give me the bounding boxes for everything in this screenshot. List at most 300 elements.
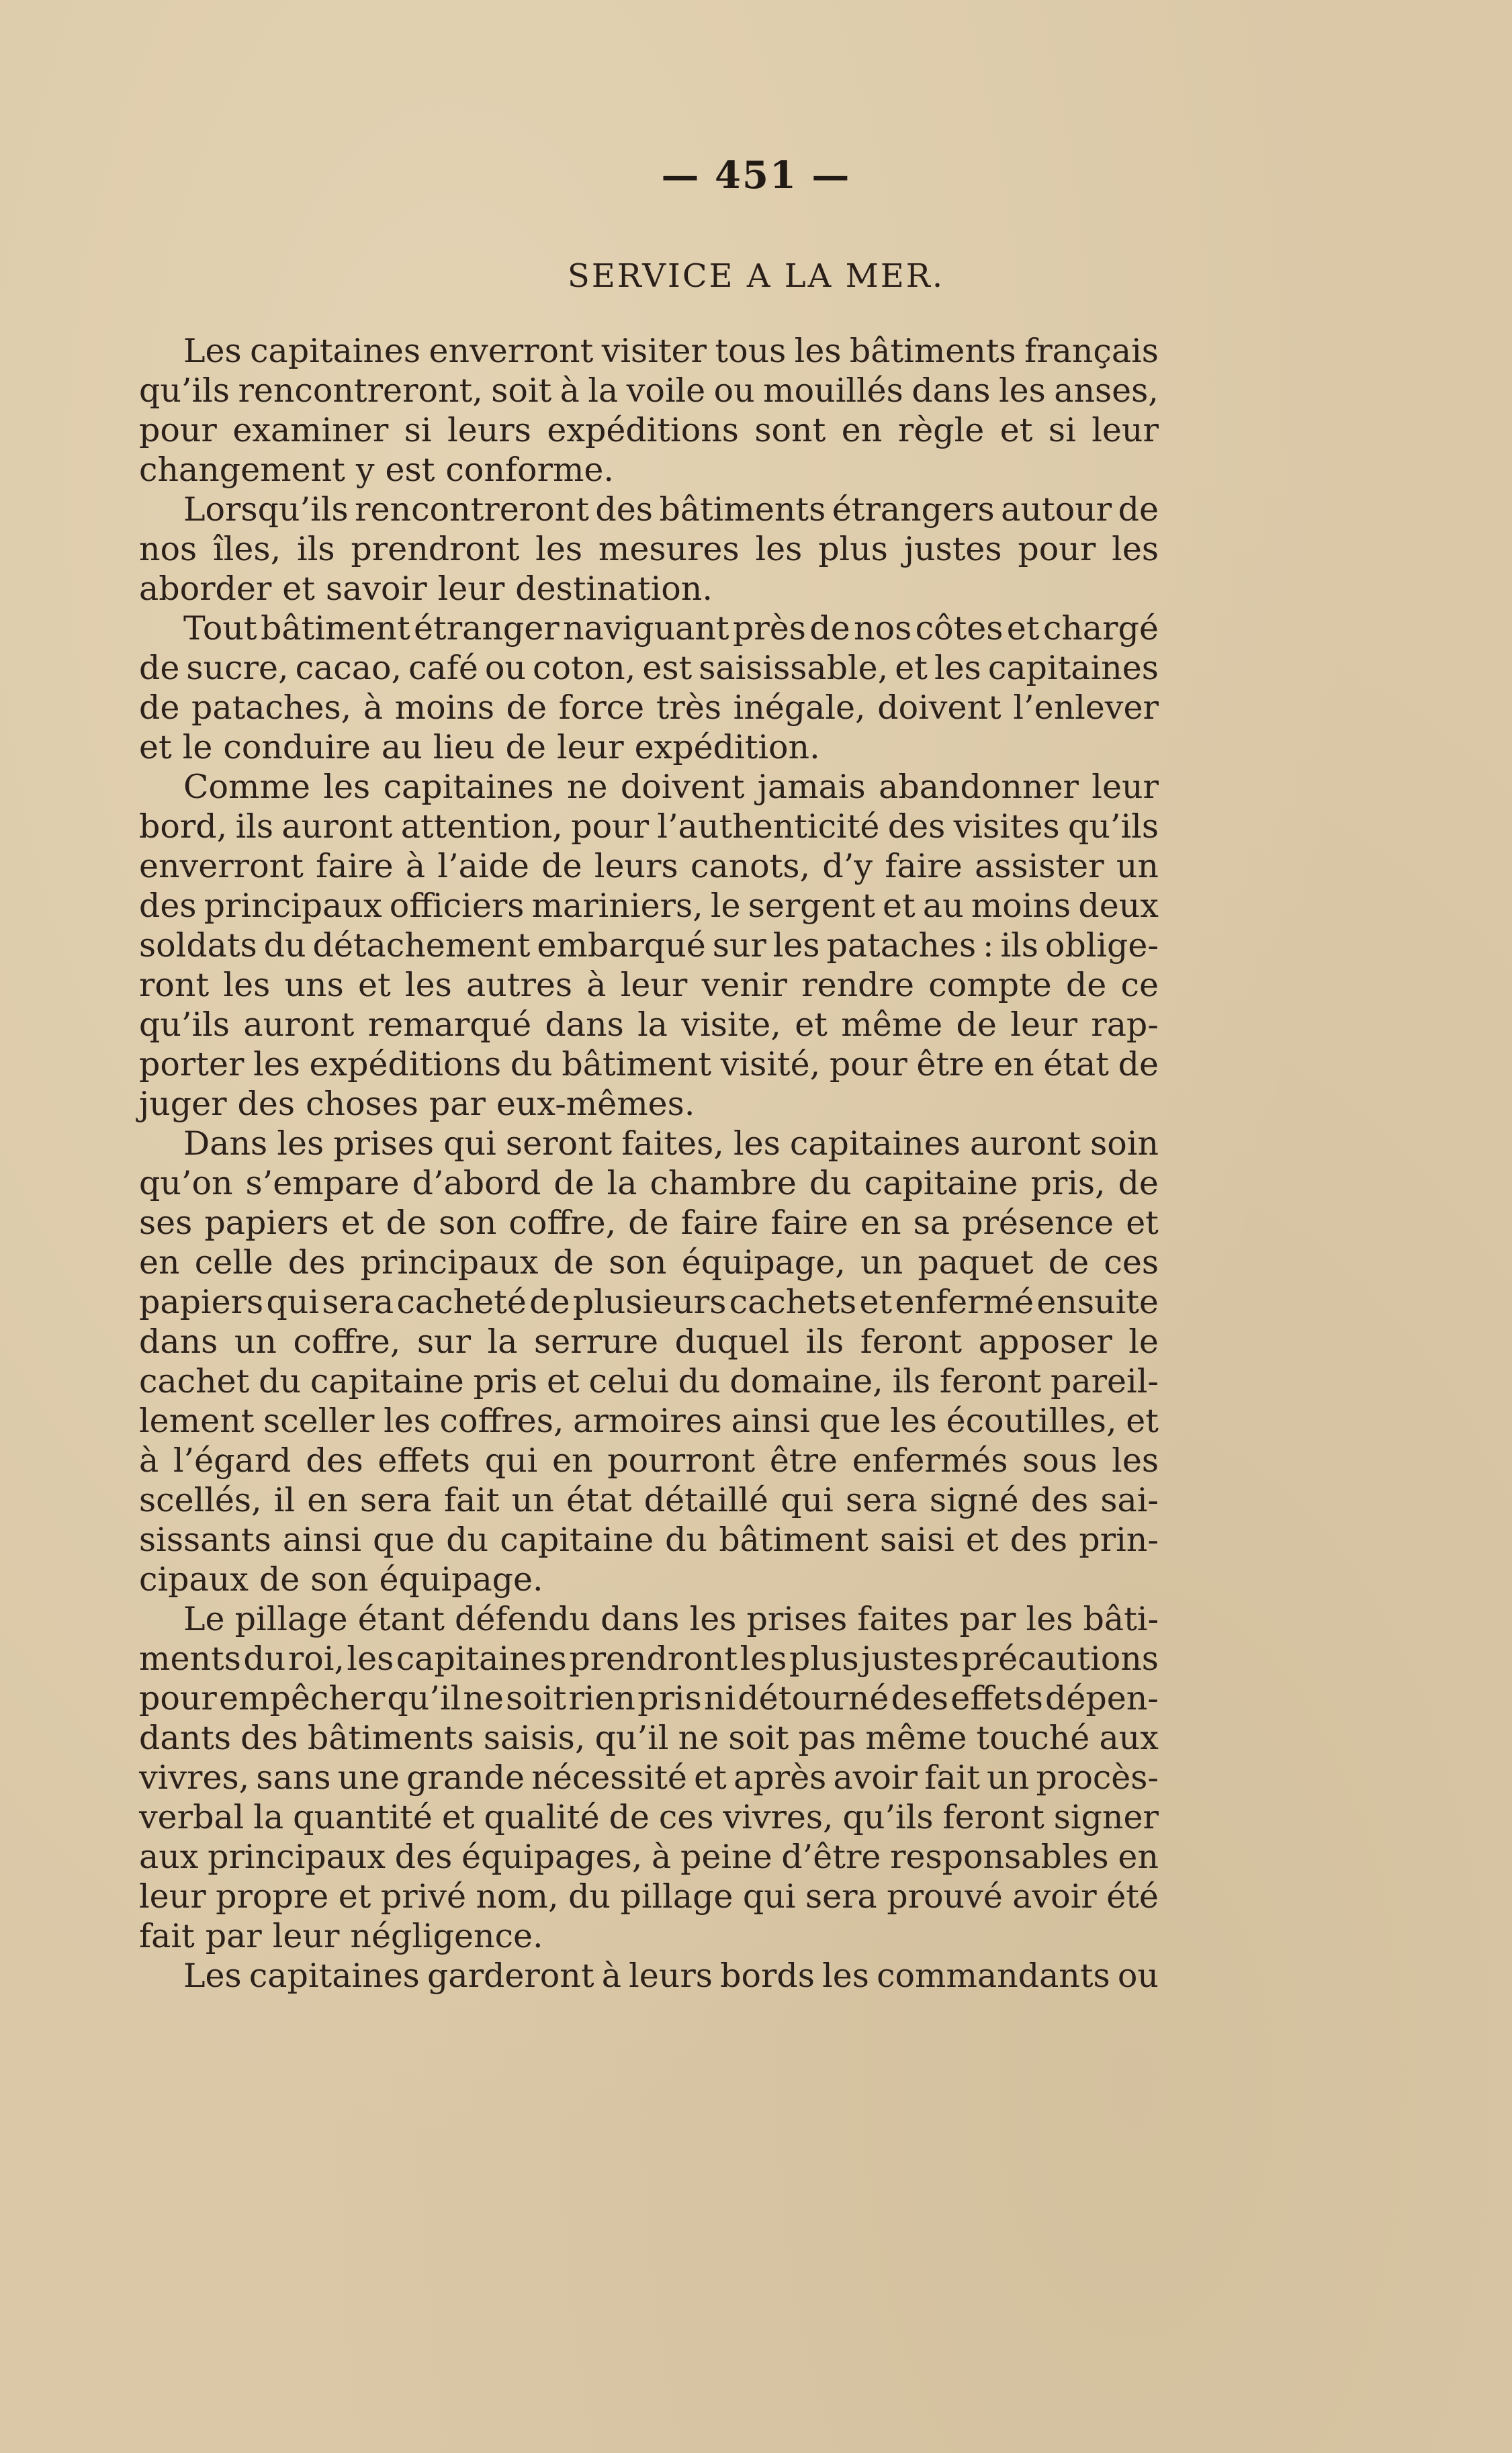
word: rien xyxy=(568,1679,635,1718)
word: : xyxy=(983,926,994,965)
word: avoir xyxy=(833,1758,918,1797)
word: privé xyxy=(380,1877,467,1916)
word: moins xyxy=(394,688,494,727)
word: par xyxy=(959,1600,1016,1638)
word: écoutilles, xyxy=(946,1402,1117,1440)
word: et xyxy=(1126,1204,1159,1242)
word: ce xyxy=(1120,966,1159,1004)
word: aux xyxy=(139,1838,199,1876)
text-line xyxy=(139,1163,1159,1203)
word: de xyxy=(541,847,582,885)
word: savoir xyxy=(326,570,427,608)
word: à xyxy=(586,966,607,1004)
word: les xyxy=(253,1045,300,1083)
word: des xyxy=(887,807,946,846)
word: les xyxy=(384,1402,431,1440)
word: ses xyxy=(139,1204,193,1242)
word: Tout xyxy=(183,609,257,648)
word: scellés, xyxy=(139,1481,262,1519)
word: touché xyxy=(976,1719,1090,1757)
word: lieu xyxy=(433,728,495,766)
word: saisissable, xyxy=(699,649,889,687)
word: pour xyxy=(139,1679,217,1718)
text-line xyxy=(139,1639,1159,1679)
word: et xyxy=(338,1877,371,1916)
word: vivres, xyxy=(723,1798,834,1836)
word: expéditions xyxy=(309,1045,502,1083)
word: et xyxy=(357,966,391,1004)
word: le xyxy=(710,887,741,925)
word: principaux xyxy=(360,1243,539,1282)
word: à xyxy=(560,371,580,410)
word: plus xyxy=(789,1640,859,1678)
word: armoires xyxy=(573,1402,722,1440)
word: seront xyxy=(505,1124,613,1163)
text-line xyxy=(139,371,1159,410)
word: Les xyxy=(183,1957,242,1995)
word: Les xyxy=(183,332,242,370)
word: qui xyxy=(742,1877,796,1916)
word: sergent xyxy=(748,887,875,925)
word: les xyxy=(1026,1600,1073,1638)
word: changement xyxy=(139,451,345,489)
word: sans xyxy=(256,1758,331,1797)
text-line xyxy=(139,490,1159,529)
word: capitaines xyxy=(396,1640,567,1678)
word: et xyxy=(546,1362,580,1400)
word: de xyxy=(139,688,180,727)
word: capitaines xyxy=(987,649,1159,687)
word: la xyxy=(487,1323,518,1361)
word: les xyxy=(934,649,981,687)
word: bords xyxy=(720,1957,815,1995)
word: prendront xyxy=(569,1640,738,1678)
word: rencontreront xyxy=(355,490,589,529)
word: jamais xyxy=(757,768,866,806)
word: paquet xyxy=(918,1243,1034,1282)
word: détaillé xyxy=(643,1481,769,1519)
word: du xyxy=(446,1521,489,1559)
word: pour xyxy=(1018,530,1096,568)
word: son xyxy=(609,1243,667,1282)
word: de xyxy=(809,609,850,648)
word: la xyxy=(588,371,619,410)
word: et xyxy=(1126,1402,1159,1440)
word: d’abord xyxy=(412,1164,541,1202)
word: un xyxy=(860,1243,903,1282)
word: leur xyxy=(1092,411,1159,449)
word: ils xyxy=(235,807,274,846)
word: équipage. xyxy=(379,1560,543,1599)
word: les xyxy=(822,1957,869,1995)
word: son xyxy=(310,1560,369,1599)
word: justes xyxy=(861,1640,959,1678)
word: mariniers, xyxy=(531,887,703,925)
word: de xyxy=(529,1283,570,1321)
word: les xyxy=(740,1640,787,1678)
word: signé xyxy=(929,1481,1019,1519)
text-line xyxy=(139,926,1159,965)
word: règle xyxy=(897,411,985,449)
word: cachets xyxy=(729,1283,857,1321)
word: fait xyxy=(139,1917,195,1955)
word: même xyxy=(841,1006,943,1044)
text-line xyxy=(139,1124,1159,1163)
word: coffre, xyxy=(293,1323,401,1361)
word: capitaines xyxy=(249,1957,420,1995)
word: ensuite xyxy=(1036,1283,1159,1321)
word: du xyxy=(568,1877,611,1916)
word: par xyxy=(205,1917,262,1955)
word: rencontreront, xyxy=(238,371,483,410)
word: un xyxy=(987,1758,1030,1797)
word: un xyxy=(1116,847,1159,885)
word: des xyxy=(240,1719,298,1757)
word: de xyxy=(139,649,180,687)
word: être xyxy=(916,1045,985,1083)
word: qu’on xyxy=(139,1164,233,1202)
word: officiers xyxy=(389,887,525,925)
word: précautions xyxy=(961,1640,1159,1678)
word: français xyxy=(1024,332,1159,370)
word: bâti- xyxy=(1083,1600,1159,1638)
word: sceller xyxy=(263,1402,375,1440)
word: nom, xyxy=(476,1877,559,1916)
word: si xyxy=(1048,411,1076,449)
word: ront xyxy=(139,966,210,1004)
word: du xyxy=(263,926,306,965)
word: en xyxy=(307,1481,348,1519)
word: pillage xyxy=(234,1600,348,1638)
word: des xyxy=(287,1243,346,1282)
word: de xyxy=(553,1164,594,1202)
word: les xyxy=(890,1402,937,1440)
word: mesures xyxy=(598,530,740,568)
word: des xyxy=(1030,1481,1089,1519)
word: de xyxy=(609,1798,650,1836)
word: signer xyxy=(1053,1798,1159,1836)
word: sur xyxy=(712,926,766,965)
word: leur xyxy=(620,966,688,1004)
word: de xyxy=(553,1243,594,1282)
word: de xyxy=(259,1560,300,1599)
word: et xyxy=(999,411,1033,449)
text-line xyxy=(139,1401,1159,1441)
word: auront xyxy=(243,1006,355,1044)
word: être xyxy=(769,1441,838,1480)
word: et xyxy=(282,570,315,608)
word: anses, xyxy=(1054,371,1159,410)
word: ne xyxy=(566,768,608,806)
word: nos xyxy=(139,530,197,568)
word: dans xyxy=(911,371,991,410)
word: auront xyxy=(970,1124,1081,1163)
word: enverront xyxy=(429,332,594,370)
word: et xyxy=(895,649,928,687)
word: leurs xyxy=(447,411,531,449)
word: prendront xyxy=(351,530,520,568)
word: la xyxy=(637,1006,668,1044)
word: doivent xyxy=(877,688,1002,727)
word: qui xyxy=(443,1124,496,1163)
word: fait xyxy=(924,1758,980,1797)
word: été xyxy=(1106,1877,1159,1916)
text-line xyxy=(139,688,1159,727)
text-line xyxy=(139,727,1159,767)
word: et xyxy=(139,728,172,766)
text-line xyxy=(139,807,1159,846)
word: dans xyxy=(545,1006,624,1044)
word: papiers xyxy=(204,1204,329,1242)
word: la xyxy=(253,1798,284,1836)
word: et xyxy=(441,1798,475,1836)
word: étrangers xyxy=(832,490,995,529)
word: saisis, xyxy=(483,1719,586,1757)
word: d’y xyxy=(822,847,873,885)
section-title: SERVICE A LA MER. xyxy=(567,257,945,295)
word: capitaines xyxy=(383,768,554,806)
word: à xyxy=(652,1838,672,1876)
word: pour xyxy=(829,1045,907,1083)
word: justes xyxy=(903,530,1002,568)
word: les xyxy=(733,1124,781,1163)
word: d’être xyxy=(781,1838,881,1876)
word: la xyxy=(607,1164,637,1202)
word: leur xyxy=(1092,768,1159,806)
word: plus xyxy=(818,530,888,568)
word: un xyxy=(511,1481,554,1519)
word: étant xyxy=(357,1600,445,1638)
text-line xyxy=(139,965,1159,1005)
word: ou xyxy=(484,649,526,687)
word: en xyxy=(841,411,883,449)
text-line xyxy=(139,648,1159,688)
word: feront xyxy=(860,1323,963,1361)
word: ces xyxy=(658,1798,714,1836)
text-line xyxy=(139,1877,1159,1916)
word: de xyxy=(1118,1045,1159,1083)
word: coton, xyxy=(533,649,636,687)
word: assister xyxy=(975,847,1104,885)
word: les xyxy=(772,926,820,965)
word: leur xyxy=(139,1877,206,1916)
word: du xyxy=(665,1521,708,1559)
word: près xyxy=(732,609,806,648)
word: leur xyxy=(1010,1006,1077,1044)
word: plusieurs xyxy=(572,1283,727,1321)
word: coffres, xyxy=(439,1402,564,1440)
word: force xyxy=(558,688,645,727)
word: voile xyxy=(626,371,706,410)
word: par xyxy=(429,1085,486,1123)
word: auront xyxy=(281,807,393,846)
text-line xyxy=(139,1322,1159,1362)
word: pris xyxy=(637,1679,702,1718)
word: des xyxy=(139,887,197,925)
word: les xyxy=(755,530,803,568)
word: soit xyxy=(506,1679,567,1718)
word: sera xyxy=(805,1877,877,1916)
word: mouillés xyxy=(763,371,903,410)
word: de xyxy=(1118,490,1159,529)
text-line xyxy=(139,1005,1159,1044)
word: qu’il xyxy=(594,1719,669,1757)
word: les xyxy=(998,371,1046,410)
word: bâtiment xyxy=(719,1521,869,1559)
word: visité, xyxy=(720,1045,821,1083)
word: lement xyxy=(139,1402,255,1440)
word: sera xyxy=(845,1481,918,1519)
word: deux xyxy=(1078,887,1159,925)
word: une xyxy=(337,1758,400,1797)
word: défendu xyxy=(455,1600,591,1638)
word: aborder xyxy=(139,570,272,608)
word: propre xyxy=(216,1877,329,1916)
word: état xyxy=(566,1481,632,1519)
word: capitaine xyxy=(864,1164,1018,1202)
word: pareil- xyxy=(1051,1362,1159,1400)
word: après xyxy=(733,1758,827,1797)
word: faire xyxy=(885,847,963,885)
text-line xyxy=(139,1599,1159,1639)
word: le xyxy=(1128,1323,1159,1361)
word: prises xyxy=(746,1600,848,1638)
word: en xyxy=(993,1045,1034,1083)
word: du xyxy=(259,1362,302,1400)
word: pris, xyxy=(1030,1164,1106,1202)
word: abandonner xyxy=(879,768,1079,806)
word: duquel xyxy=(674,1323,790,1361)
word: compte xyxy=(928,966,1052,1004)
word: est xyxy=(642,649,693,687)
word: présence xyxy=(962,1204,1114,1242)
word: pas xyxy=(798,1719,856,1757)
word: et xyxy=(1006,609,1040,648)
text-line xyxy=(139,1243,1159,1282)
word: leur xyxy=(272,1917,340,1955)
word: capitaine xyxy=(310,1362,464,1400)
word: les xyxy=(404,966,452,1004)
word: bâtiments xyxy=(849,332,1016,370)
word: Lorsqu’ils xyxy=(183,490,349,529)
text-line xyxy=(139,846,1159,886)
word: de xyxy=(386,1204,427,1242)
word: détachement xyxy=(312,926,531,965)
text-line xyxy=(139,1203,1159,1243)
word: qu’ils xyxy=(139,1006,230,1044)
word: dépen- xyxy=(1045,1679,1159,1718)
word: verbal xyxy=(139,1798,244,1836)
word: inégale, xyxy=(733,688,866,727)
word: les xyxy=(535,530,582,568)
word: prises xyxy=(333,1124,435,1163)
word: pataches, xyxy=(191,688,352,727)
word: du xyxy=(678,1362,721,1400)
body-text xyxy=(139,331,1159,1996)
text-line xyxy=(139,529,1159,569)
word: nécessité xyxy=(531,1758,687,1797)
word: de xyxy=(1048,1243,1089,1282)
word: leur xyxy=(437,570,505,608)
word: et xyxy=(341,1204,374,1242)
word: les xyxy=(347,1640,394,1678)
word: qu’ils xyxy=(1067,807,1159,846)
word: qu’il xyxy=(387,1679,461,1718)
word: fait xyxy=(443,1481,500,1519)
word: grande xyxy=(406,1758,525,1797)
word: bâtiments xyxy=(307,1719,474,1757)
text-line xyxy=(139,1758,1159,1797)
word: uns xyxy=(284,966,344,1004)
word: ou xyxy=(713,371,755,410)
word: celle xyxy=(194,1243,273,1282)
word: cacheté xyxy=(396,1283,527,1321)
word: visite, xyxy=(681,1006,781,1044)
word: du xyxy=(510,1045,553,1083)
word: si xyxy=(404,411,432,449)
word: Le xyxy=(183,1600,225,1638)
word: effets xyxy=(950,1679,1043,1718)
text-line xyxy=(139,1916,1159,1956)
text-line xyxy=(139,1560,1159,1599)
word: expéditions xyxy=(547,411,739,449)
word: dans xyxy=(601,1600,680,1638)
word: expédition. xyxy=(634,728,820,766)
word: pataches xyxy=(826,926,977,965)
word: dants xyxy=(139,1719,231,1757)
word: qui xyxy=(484,1441,538,1480)
word: qui xyxy=(781,1481,834,1519)
word: détourné xyxy=(738,1679,889,1718)
word: embarqué xyxy=(537,926,706,965)
word: prouvé xyxy=(887,1877,1003,1916)
word: dans xyxy=(139,1323,218,1361)
word: soit xyxy=(728,1719,789,1757)
word: papiers xyxy=(139,1283,264,1321)
word: est xyxy=(385,451,435,489)
word: des xyxy=(595,490,653,529)
word: de xyxy=(1118,1164,1159,1202)
word: ments xyxy=(139,1640,241,1678)
word: soin xyxy=(1090,1124,1159,1163)
word: canots, xyxy=(690,847,811,885)
word: qu’ils xyxy=(139,371,230,410)
word: ils xyxy=(1000,926,1038,965)
word: prin- xyxy=(1079,1521,1159,1559)
word: bâtiment xyxy=(261,609,410,648)
word: commandants xyxy=(877,1957,1110,1995)
word: ne xyxy=(463,1679,504,1718)
word: cacao, xyxy=(295,649,402,687)
word: les xyxy=(223,966,271,1004)
word: ainsi xyxy=(282,1521,362,1559)
word: de xyxy=(628,1204,669,1242)
word: son xyxy=(439,1204,497,1242)
word: pour xyxy=(571,807,650,846)
word: effets xyxy=(377,1441,471,1480)
word: et xyxy=(965,1521,999,1559)
word: enverront xyxy=(139,847,304,885)
text-line xyxy=(139,1282,1159,1322)
word: capitaines xyxy=(250,332,421,370)
word: des xyxy=(237,1085,296,1123)
word: les xyxy=(323,768,371,806)
word: ainsi xyxy=(731,1402,810,1440)
text-line xyxy=(139,1837,1159,1877)
word: au xyxy=(922,887,964,925)
word: autour xyxy=(1001,490,1112,529)
text-line xyxy=(139,1797,1159,1837)
